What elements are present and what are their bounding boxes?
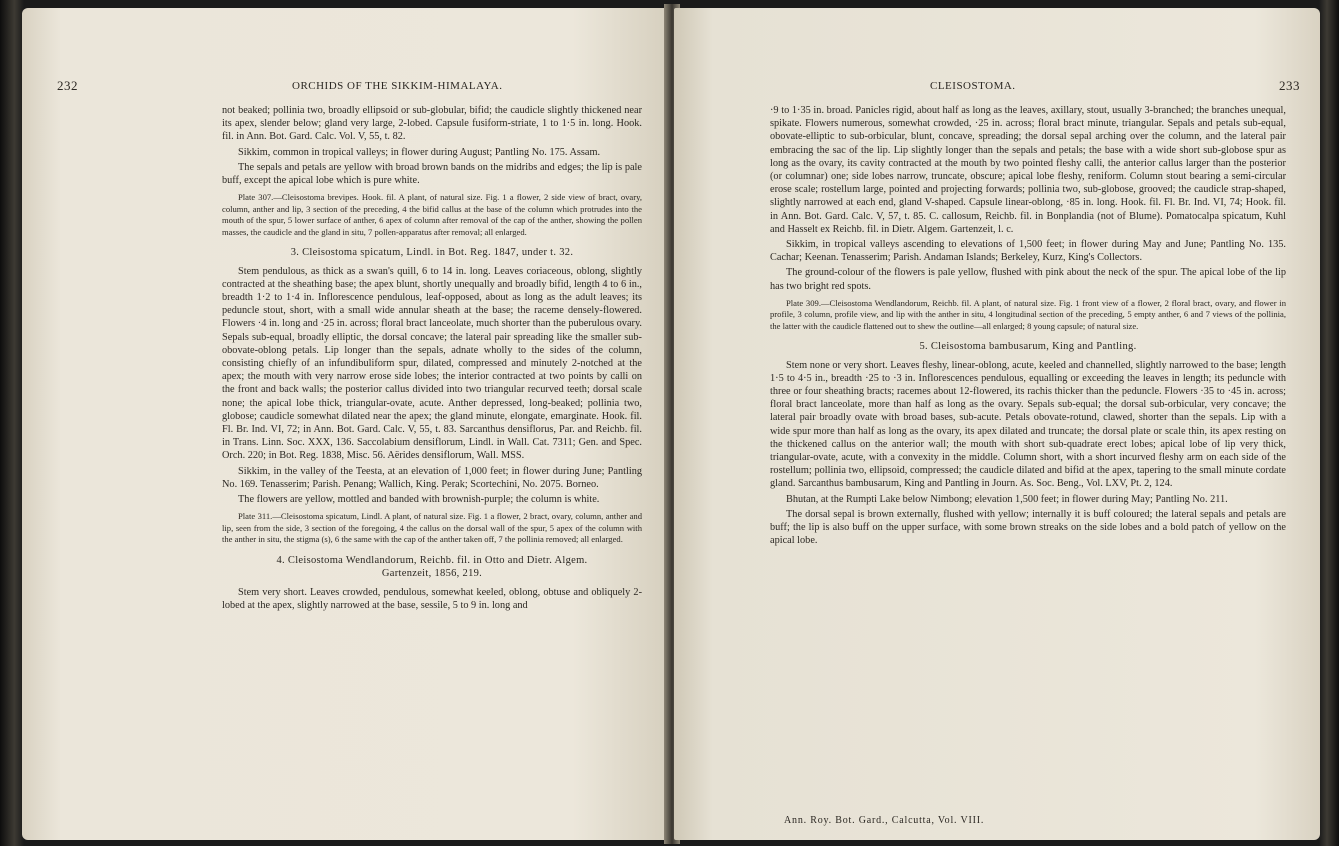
paragraph: Stem none or very short. Leaves fleshy, linear-oblong, acute, keeled and channelled, slightly narrowed to the base; length 1·5 to 4·5 in., breadth ·25 to ·3 in. Inflorescences pendulous, equalling or exceeding the leaves in length; its peduncle with three or four sheathing bracts; racemes about 12-flowered, its rachis thicker than the peduncle. Flowers ·35 to ·45 in. across; floral bract lanceolate, more than half as long as the ovary. Sepals sub-equal; the dorsal sub-orbicular, very concave; the lateral pair broadly ovate with broad bases, sub-acute. Petals obovate-rotund, clawed, shorter than the sepals. Lip with a wide spur more than half as long as the ovary, its apex dilated and truncate; the dorsal plate or scale thin, its apex resting on the thickened callus on the anterior wall; the mouth with short sub-quadrate erect lobes; apical lobe of lip very thick, triangular-ovate, acute, with a convexity in the middle. Column short, with a short incurved fleshy arm on each side of the rostellum; pollinia two, ellipsoid, compressed; the caudicle dilated and bifid at the apex, tapering to the small minute cordate gland. Sarcanthus bambusarum, King and Pantling in Journ. As. Soc. Beng., Vol. LXV, Pt. 2, 124. — [770, 359, 1286, 490]
plate-caption: Plate 307.—Cleisostoma brevipes. Hook. fil. A plant, of natural size. Fig. 1 a flower, 2 side view of bract, ovary, column, anther and lip, 3 section of the preceding, 4 the bifid callus at the base of the column which protrudes into the mouth of the spur, 5 lower surface of anther, 6 apex of column after removal of the cap of the anther, showing the pollen masses, the caudicle and the gland in situ, 7 pollen-apparatus after removal; all enlarged. — [222, 192, 642, 237]
paragraph: The dorsal sepal is brown externally, flushed with yellow; internally it is buff coloured; the lateral sepals and petals are buff; the lip is also buff on the upper surface, with some brown streaks on the side lobes and a bold patch of yellow on the apical lobe. — [770, 508, 1286, 547]
left-page-number: 232 — [57, 78, 78, 93]
right-running-title: CLEISOSTOMA. — [930, 80, 1016, 92]
heading-line: 4. Cleisostoma Wendlandorum, Reichb. fil. in Otto and Dietr. Algem. — [276, 555, 588, 567]
heading-line: Gartenzeit, 1856, 219. — [381, 568, 483, 580]
paragraph: ·9 to 1·35 in. broad. Panicles rigid, about half as long as the leaves, axillary, stout, usually 3-branched; the branches unequal, spikate. Flowers numerous, somewhat crowded, ·25 in. across; floral bract minute, triangular. Sepals and petals sub-equal, obovate-elliptic to sub-orbicular, blunt, concave, spreading; the dorsal sepal arching over the column, and the lateral pair embracing the sac of the lip. Lip slightly longer than the sepals and petals; the base with a wide short sub-globose spur as long as the ovary, its cavity contracted at the mouth by two pointed fleshy calli, the anterior callus larger than the posterior (or columnar) one; side lobes narrow, truncate, obscure; apical lobe fleshy, reniform. Column stout bearing a semi-circular erose scale; rostellum large, pointed and projecting forwards; pollinia two, sub-globose, grooved; the caudicle strap-shaped, slightly narrowed at each end, gland V-shaped. Capsule linear-oblong, ·85 in. long. Hook. fil. Fl. Br. Ind. VI, 74; Hook. fil. in Ann. Bot. Gard. Calc. V, 57, t. 85. C. callosum, Reichb. fil. in Bonplandia (not of Blume). Pomatocalpa spicatum, Kuhl and Hasselt ex Reichb. fil. in Dietr. Algem. Gartenzeit, l. c. — [770, 105, 1286, 235]
species-heading: 3. Cleisostoma spicatum, Lindl. in Bot. Reg. 1847, under t. 32. — [290, 246, 574, 258]
right-running-head — [770, 78, 1300, 96]
book-edge-right — [1319, 0, 1339, 846]
species-heading: 5. Cleisostoma bambusarum, King and Pantling. — [919, 340, 1137, 352]
paragraph: The ground-colour of the flowers is pale yellow, flushed with pink about the neck of the spur. The apical lobe of the lip has two bright red spots. — [770, 267, 1286, 292]
paragraph: Stem pendulous, as thick as a swan's quill, 6 to 14 in. long. Leaves coriaceous, oblong, slightly contracted at the sheathing base; the apex blunt, shortly unequally and broadly bifid, length 4 to 6 in., breadth 1·2 to 1·4 in. Inflorescence pendulous, leaf-opposed, about as long as the adult leaves; its peduncle stout, short, with a small wide annular sheath at the base; the raceme densely-flowered. Flowers ·4 in. long and ·25 in. across; floral bract lanceolate, much shorter than the puberulous ovary. Sepals sub-equal, broadly elliptic, the dorsal concave; the lateral pair spreading like the smaller sub-obovate-oblong petals. Lip longer than the sepals, adnate wholly to the sides of the column, consisting chiefly of an infundibuliform spur, dilated, compressed and minutely 2-notched at the apex; the mouth with very narrow erose side lobes; the interior contracted at two points by calli on the front and back walls; the posterior callus divided into two triangular recurved teeth; dorsal scale none; the apical lobe thick, triangular-ovate, acute. Anther depressed, long-beaked; pollinia two, globose; caudicle somewhat dilated near the apex; the gland minute, elongate, emarginate. Hook. fil. Fl. Br. Ind. VI, 72; in Ann. Bot. Gard. Calc. V, 55, t. 83. Sarcanthus densiflorus, Par. and Reichb. fil. in Trans. Linn. Soc. XXX, 136. Saccolabium densiflorum, Lindl. in Wall. Cat. 7311; Gen. and Spec. Orch. 220; in Bot. Reg. 1838, Misc. 56. Aërides densiflorum, Wall. MSS. — [222, 265, 642, 462]
paragraph: Bhutan, at the Rumpti Lake below Nimbong; elevation 1,500 feet; in flower during May; Pantling No. 211. — [786, 493, 1228, 505]
paragraph: not beaked; pollinia two, broadly ellipsoid or sub-globular, bifid; the caudicle slightly thickened near its apex, slender below; gland very large, 2-lobed. Capsule fusiform-striate, 1 to 1·5 in. long. Hook. fil. in Ann. Bot. Gard. Calc. Vol. V, 55, t. 82. — [222, 105, 642, 143]
left-running-head — [57, 78, 642, 96]
paragraph: The sepals and petals are yellow with broad brown bands on the midribs and edges; the lip is pale buff, except the apical lobe which is pure white. — [222, 161, 642, 187]
plate-caption: Plate 309.—Cleisostoma Wendlandorum, Reichb. fil. A plant, of natural size. Fig. 1 front view of a flower, 2 floral bract, ovary, and flower in profile, 3 column, profile view, and lip with the anther in situ, 4 longitudinal section of the preceding, 5 empty anther, 6 and 7 views of the pollinia, the latter with the caudicle flattened out to shew the outline—all enlarged; 8 young capsule; of natural size. — [770, 297, 1286, 332]
book-edge-left — [0, 0, 24, 846]
species-heading — [222, 554, 642, 580]
paragraph: Sikkim, in the valley of the Teesta, at an elevation of 1,000 feet; in flower during June; Pantling No. 169. Tenasserim; Parish. Penang; Wallich, King. Perak; Scortechini, No. 2075. Borneo. — [222, 465, 642, 490]
right-page-number: 233 — [1279, 78, 1300, 93]
page-footer: Ann. Roy. Bot. Gard., Calcutta, Vol. VIII. — [784, 815, 985, 826]
paragraph: Stem very short. Leaves crowded, pendulous, somewhat keeled, oblong, obtuse and obliquely 2-lobed at the apex, slightly narrowed at the base, sessile, 5 to 9 in. long and — [222, 587, 642, 612]
plate-caption: Plate 311.—Cleisostoma spicatum, Lindl. A plant, of natural size. Fig. 1 a flower, 2 bract, ovary, column, anther and lip, seen from the side, 3 section of the foregoing, 4 the callus on the dorsal wall of the spur, 5 apex of the column with the anther in situ, the stigma (s), 6 the same with the cap of the anther taken off, 7 the pollinia removed; all enlarged. — [222, 511, 642, 545]
left-page — [22, 8, 670, 840]
paragraph: Sikkim, in tropical valleys ascending to elevations of 1,500 feet; in flower during May and June; Pantling No. 135. Cachar; Keenan. Tenasserim; Parish. Andaman Islands; Berkeley, Kurz, King's Collectors. — [770, 239, 1286, 264]
paragraph: The flowers are yellow, mottled and banded with brownish-purple; the column is white. — [238, 494, 600, 506]
right-page — [674, 8, 1320, 840]
paragraph: Sikkim, common in tropical valleys; in flower during August; Pantling No. 175. Assam. — [238, 146, 601, 158]
left-running-title: ORCHIDS OF THE SIKKIM-HIMALAYA. — [292, 80, 503, 92]
